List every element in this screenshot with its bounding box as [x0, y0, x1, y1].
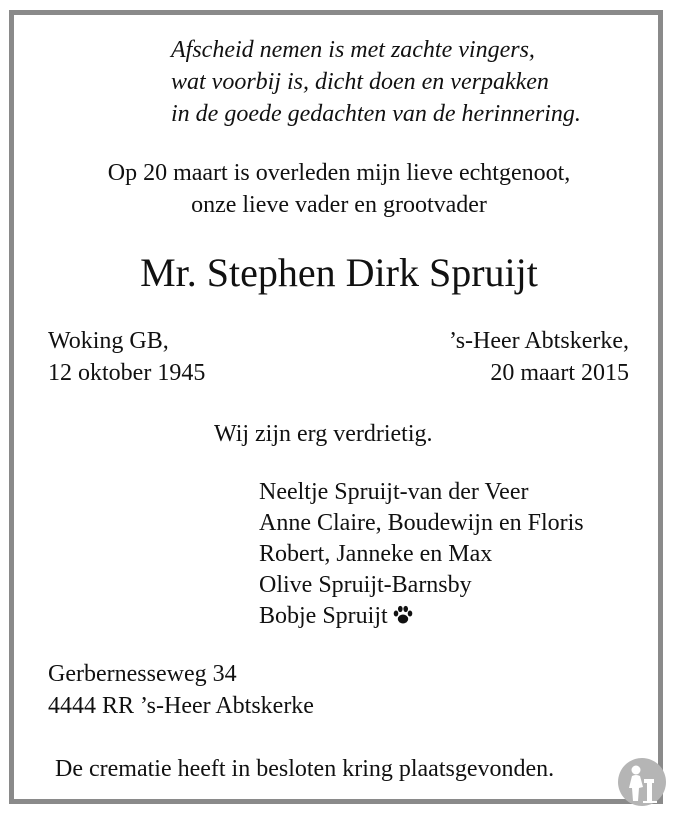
birth-date: 12 oktober 1945	[48, 360, 206, 386]
cremation-notice: De crematie heeft in besloten kring plaatsgevonden.	[55, 756, 555, 782]
death-place: ’s-Heer Abtskerke,	[449, 328, 629, 354]
family-member-pet	[259, 601, 584, 632]
family-member: Anne Claire, Boudewijn en Floris	[259, 510, 584, 536]
family-member: Robert, Janneke en Max	[259, 541, 493, 567]
birth-place: Woking GB,	[48, 328, 169, 354]
poem	[171, 34, 641, 130]
sentiment-text: Wij zijn erg verdrietig.	[214, 421, 433, 447]
poem-line: wat voorbij is, dicht doen en verpakken	[171, 69, 549, 95]
announcement-line-2: onze lieve vader en grootvader	[191, 192, 487, 218]
address-city: 4444 RR ’s-Heer Abtskerke	[48, 693, 314, 719]
announcement	[20, 157, 658, 221]
address	[48, 658, 314, 722]
poem-line: in de goede gedachten van de herinnering.	[171, 101, 581, 127]
death-date: 20 maart 2015	[490, 360, 629, 386]
family-member: Neeltje Spruijt-van der Veer	[259, 479, 529, 505]
death-info	[449, 325, 629, 389]
birth-info	[48, 325, 205, 389]
deceased-name: Mr. Stephen Dirk Spruijt	[140, 250, 538, 295]
memorial-figure-icon	[617, 757, 667, 807]
address-street: Gerbernesseweg 34	[48, 661, 237, 687]
family-member: Bobje Spruijt	[259, 603, 388, 629]
paw-icon	[392, 605, 414, 625]
family-list	[259, 477, 584, 632]
announcement-line-1: Op 20 maart is overleden mijn lieve echtgenoot,	[107, 160, 571, 186]
poem-line: Afscheid nemen is met zachte vingers,	[171, 37, 535, 63]
family-member: Olive Spruijt-Barnsby	[259, 572, 472, 598]
